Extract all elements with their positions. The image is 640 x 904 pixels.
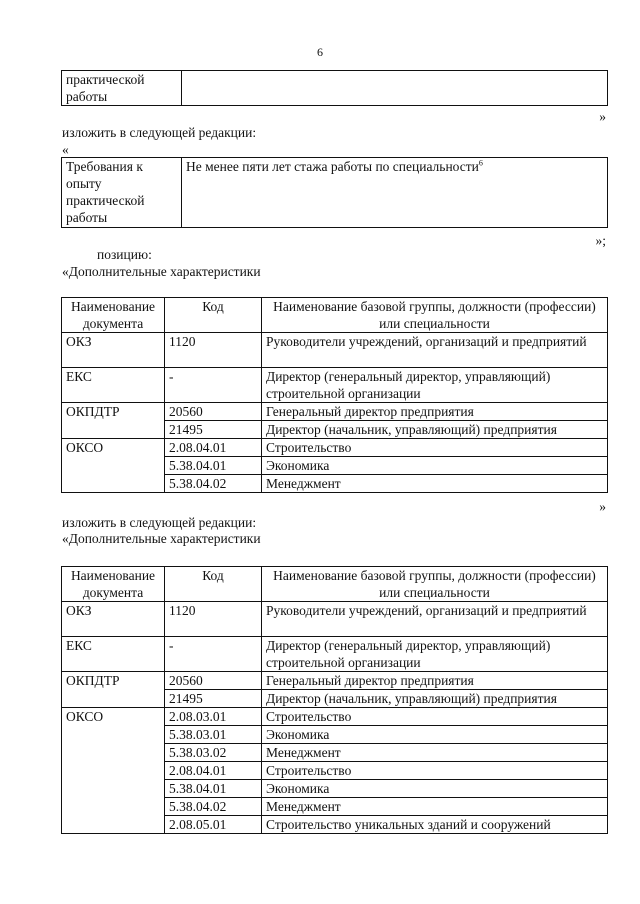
close-quote: » xyxy=(599,109,606,124)
code-cell: 1120 xyxy=(165,602,262,637)
code-cell: 2.08.04.01 xyxy=(165,439,262,457)
header-document: Наименование документа xyxy=(62,298,165,333)
code-cell: 2.08.05.01 xyxy=(165,816,262,834)
name-cell: Менеджмент xyxy=(262,475,608,493)
section-heading: «Дополнительные характеристики xyxy=(62,531,261,546)
name-cell: Руководители учреждений, организаций и предприятий xyxy=(262,602,608,637)
doc-cell: ОКСО xyxy=(62,708,165,834)
requirements-label: Требования к опыту практической работы xyxy=(62,158,182,228)
amend-phrase: изложить в следующей редакции: xyxy=(62,125,257,140)
doc-cell: ОКПДТР xyxy=(62,672,165,708)
name-cell: Менеджмент xyxy=(262,798,608,816)
code-cell: 5.38.04.01 xyxy=(165,780,262,798)
header-name: Наименование базовой группы, должности (профессии) или специальности xyxy=(262,567,608,602)
name-cell: Директор (генеральный директор, управляющий) строительной организации xyxy=(262,637,608,672)
name-cell: Экономика xyxy=(262,726,608,744)
table-row xyxy=(62,439,608,457)
name-cell: Директор (начальник, управляющий) предприятия xyxy=(262,690,608,708)
name-cell: Строительство xyxy=(262,439,608,457)
code-cell: 5.38.03.01 xyxy=(165,726,262,744)
table-row xyxy=(62,637,608,672)
name-cell: Строительство xyxy=(262,708,608,726)
name-cell: Менеджмент xyxy=(262,744,608,762)
requirements-value: Не менее пяти лет стажа работы по специальности$^6$ xyxy=(182,158,608,228)
characteristics-table-new xyxy=(61,566,608,834)
doc-cell: ОКЗ xyxy=(62,602,165,637)
table-row xyxy=(62,403,608,421)
requirements-table xyxy=(61,157,608,228)
name-cell: Директор (начальник, управляющий) предприятия xyxy=(262,421,608,439)
amend-phrase: изложить в следующей редакции: xyxy=(62,515,257,530)
table-row xyxy=(62,602,608,637)
code-cell: 5.38.03.02 xyxy=(165,744,262,762)
close-quote-semicolon: »; xyxy=(595,233,606,248)
name-cell: Строительство уникальных зданий и сооружений xyxy=(262,816,608,834)
name-cell: Генеральный директор предприятия xyxy=(262,403,608,421)
name-cell: Генеральный директор предприятия xyxy=(262,672,608,690)
doc-cell: ОКСО xyxy=(62,439,165,493)
name-cell: Экономика xyxy=(262,780,608,798)
header-name: Наименование базовой группы, должности (профессии) или специальности xyxy=(262,298,608,333)
header-code: Код xyxy=(165,567,262,602)
close-quote: » xyxy=(599,499,606,514)
table-row xyxy=(62,708,608,726)
code-cell: 5.38.04.02 xyxy=(165,475,262,493)
open-quote: « xyxy=(62,142,69,157)
name-cell: Экономика xyxy=(262,457,608,475)
name-cell: Руководители учреждений, организаций и предприятий xyxy=(262,333,608,368)
code-cell: 2.08.04.01 xyxy=(165,762,262,780)
code-cell: 20560 xyxy=(165,672,262,690)
doc-cell: ОКПДТР xyxy=(62,403,165,439)
doc-cell: ЕКС xyxy=(62,368,165,403)
table-row xyxy=(62,368,608,403)
name-cell: Строительство xyxy=(262,762,608,780)
top-table-value xyxy=(182,71,608,106)
position-word: позицию: xyxy=(97,247,152,262)
characteristics-table-old xyxy=(61,297,608,493)
code-cell: 21495 xyxy=(165,421,262,439)
code-cell: 5.38.04.01 xyxy=(165,457,262,475)
top-table-label: практической работы xyxy=(62,71,182,106)
name-cell: Директор (генеральный директор, управляющий) строительной организации xyxy=(262,368,608,403)
section-heading: «Дополнительные характеристики xyxy=(62,264,261,279)
code-cell: 21495 xyxy=(165,690,262,708)
top-table xyxy=(61,70,608,106)
header-document: Наименование документа xyxy=(62,567,165,602)
doc-cell: ЕКС xyxy=(62,637,165,672)
doc-cell: ОКЗ xyxy=(62,333,165,368)
footnote-mark: 6 xyxy=(478,158,483,168)
code-cell: 2.08.03.01 xyxy=(165,708,262,726)
code-cell: - xyxy=(165,368,262,403)
code-cell: - xyxy=(165,637,262,672)
code-cell: 1120 xyxy=(165,333,262,368)
page-number: 6 xyxy=(317,45,323,59)
table-row xyxy=(62,672,608,690)
table-row xyxy=(62,333,608,368)
code-cell: 20560 xyxy=(165,403,262,421)
header-code: Код xyxy=(165,298,262,333)
code-cell: 5.38.04.02 xyxy=(165,798,262,816)
